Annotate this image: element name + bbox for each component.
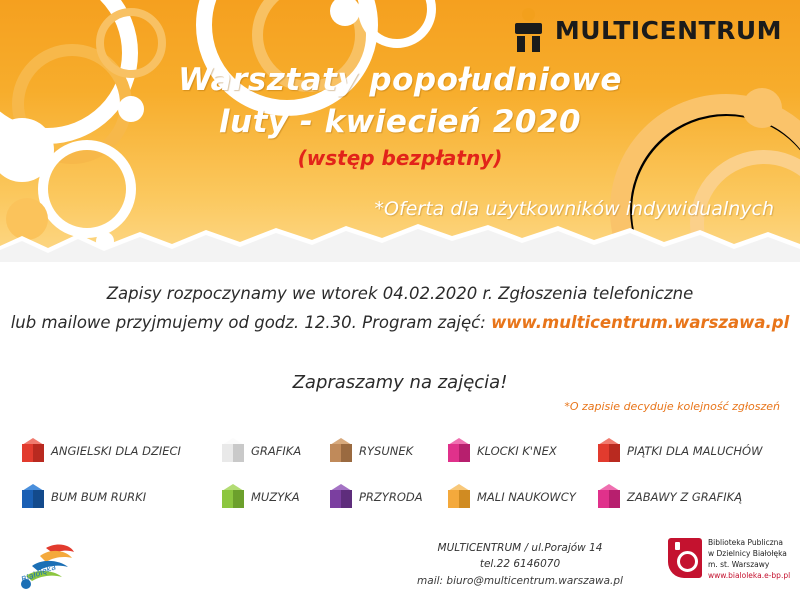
course-label: MUZYKA <box>251 490 300 504</box>
library-line-2: w Dzielnicy Białołęka <box>708 548 787 558</box>
multicentrum-mark-icon <box>512 8 546 52</box>
headline-line-1: Warsztaty popołudniowe <box>178 62 622 98</box>
cube-icon <box>598 438 620 464</box>
info-line-2 <box>0 309 800 338</box>
library-logo <box>668 538 790 582</box>
course-item[interactable] <box>448 438 598 464</box>
cube-icon <box>448 484 470 510</box>
info-line-1: Zapisy rozpoczynamy we wtorek 04.02.2020 r. Zgłoszenia telefoniczne <box>106 284 694 303</box>
course-label: BUM BUM RURKI <box>51 490 147 504</box>
course-item[interactable] <box>330 438 448 464</box>
cube-icon <box>598 484 620 510</box>
course-label: KLOCKI K'NEX <box>477 444 557 458</box>
course-label: GRAFIKA <box>251 444 302 458</box>
multicentrum-logo-text: MULTICENTRUM <box>554 15 782 45</box>
course-item[interactable] <box>448 484 598 510</box>
cube-icon <box>330 438 352 464</box>
library-mark-icon <box>668 538 702 578</box>
course-item[interactable] <box>598 484 742 510</box>
torn-paper-edge <box>0 216 800 262</box>
library-site-link[interactable]: www.bialoleka.e-bp.pl <box>708 570 791 580</box>
invite-text: Zapraszamy na zajęcia! <box>292 372 508 393</box>
library-line-1: Biblioteka Publiczna <box>708 538 783 547</box>
headline-free-entry: (wstęp bezpłatny) <box>297 146 503 170</box>
district-logo <box>12 540 122 594</box>
course-label: ZABAWY Z GRAFIKĄ <box>627 490 743 504</box>
info-block <box>0 280 800 338</box>
cube-icon <box>222 438 244 464</box>
course-item[interactable] <box>598 438 762 464</box>
district-mark-icon <box>12 540 122 594</box>
course-label: ANGIELSKI DLA DZIECI <box>51 444 181 458</box>
course-label: PRZYRODA <box>359 490 423 504</box>
footer-contact <box>380 540 660 589</box>
footer-mail[interactable]: mail: biuro@multicentrum.warszawa.pl <box>417 574 623 587</box>
info-line-2-text: lub mailowe przyjmujemy od godz. 12.30. Program zajęć: <box>10 312 492 332</box>
offer-subtitle: *Oferta dla użytkowników indywidualnych <box>374 198 774 220</box>
library-line-3: m. st. Warszawy <box>708 559 770 569</box>
course-item[interactable] <box>222 484 330 510</box>
cube-icon <box>448 438 470 464</box>
course-label: RYSUNEK <box>359 444 414 458</box>
course-item[interactable] <box>22 484 222 510</box>
program-url-link[interactable]: www.multicentrum.warszawa.pl <box>491 312 790 332</box>
top-banner <box>0 0 800 262</box>
cube-icon <box>22 484 44 510</box>
course-label: MALI NAUKOWCY <box>477 490 576 504</box>
cube-icon <box>330 484 352 510</box>
course-item[interactable] <box>22 438 222 464</box>
course-row <box>22 474 782 520</box>
district-logo-text: Białołęka <box>20 562 58 585</box>
course-item[interactable] <box>222 438 330 464</box>
headline <box>0 62 800 170</box>
registration-note: *O zapisie decyduje kolejność zgłoszeń <box>564 400 780 413</box>
library-logo-text <box>708 538 790 582</box>
footer-phone: tel.22 6146070 <box>479 558 561 571</box>
multicentrum-logo <box>512 8 782 52</box>
headline-line-2: luty - kwiecień 2020 <box>218 104 582 140</box>
course-item[interactable] <box>330 484 448 510</box>
cube-icon <box>222 484 244 510</box>
course-list <box>22 428 782 520</box>
cube-icon <box>22 438 44 464</box>
course-label: PIĄTKI DLA MALUCHÓW <box>627 444 763 458</box>
course-row <box>22 428 782 474</box>
footer-address: MULTICENTRUM / ul.Porajów 14 <box>437 542 603 554</box>
